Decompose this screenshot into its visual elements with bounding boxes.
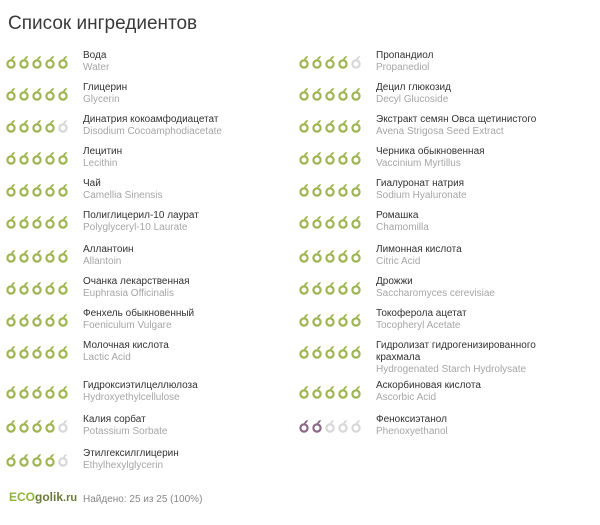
ingredient-name-en: Chamomilla xyxy=(376,222,429,233)
ingredient-rating xyxy=(5,380,80,399)
ingredient-name-en: Phenoxyethanol xyxy=(376,426,448,437)
ingredient-name-en: Citric Acid xyxy=(376,256,421,267)
leaf-rating-icon xyxy=(18,313,30,327)
leaf-rating-icon xyxy=(57,281,69,295)
leaf-rating-icon xyxy=(18,419,30,433)
ingredient-name-en: Foeniculum Vulgare xyxy=(83,320,172,331)
leaf-rating-icon xyxy=(31,119,43,133)
leaf-rating-icon xyxy=(57,183,69,197)
ingredient-row[interactable] xyxy=(5,50,288,74)
leaf-rating-icon xyxy=(31,385,43,399)
ingredient-rating xyxy=(298,340,373,359)
leaf-rating-icon xyxy=(44,151,56,165)
leaf-rating-icon xyxy=(31,151,43,165)
ingredient-name-en: Ascorbic Acid xyxy=(376,392,437,403)
leaf-rating-icon xyxy=(337,345,349,359)
leaf-rating-icon xyxy=(311,87,323,101)
ingredient-name-en: Vaccinium Myrtillus xyxy=(376,158,461,169)
ingredient-name-ru: Гидроксиэтилцеллюлоза xyxy=(83,380,198,391)
ingredient-rating xyxy=(5,146,80,165)
ingredient-rating xyxy=(298,146,373,165)
ingredient-name-en: Ethylhexylglycerin xyxy=(83,460,164,471)
leaf-rating-icon xyxy=(18,385,30,399)
leaf-rating-icon xyxy=(298,151,310,165)
leaf-rating-icon xyxy=(311,55,323,69)
ingredient-name-en: Lecithin xyxy=(83,158,118,169)
ingredient-rating xyxy=(298,414,373,433)
ingredient-row[interactable] xyxy=(298,308,581,332)
ingredient-rating xyxy=(5,448,80,467)
ingredient-row[interactable] xyxy=(298,50,581,74)
leaf-rating-icon xyxy=(44,281,56,295)
leaf-rating-icon xyxy=(18,87,30,101)
leaf-rating-icon xyxy=(337,119,349,133)
logo-domain-text: .ru xyxy=(63,492,78,504)
ingredient-name-en: Hydroxyethylcellulose xyxy=(83,392,180,403)
ingredient-row[interactable] xyxy=(5,308,288,332)
ingredient-rating xyxy=(5,82,80,101)
ingredient-name-ru: Лецитин xyxy=(83,146,123,157)
leaf-rating-icon xyxy=(5,281,17,295)
ingredient-row[interactable] xyxy=(298,340,581,376)
leaf-rating-icon xyxy=(337,151,349,165)
leaf-rating-icon xyxy=(350,249,362,263)
leaf-rating-icon xyxy=(31,281,43,295)
leaf-rating-icon xyxy=(31,419,43,433)
leaf-rating-icon xyxy=(44,55,56,69)
leaf-rating-empty-icon xyxy=(57,453,69,467)
leaf-rating-icon xyxy=(324,183,336,197)
ingredient-rating xyxy=(5,210,80,229)
leaf-rating-icon xyxy=(18,281,30,295)
page-title: Список ингредиентов xyxy=(8,13,198,34)
leaf-rating-icon xyxy=(57,345,69,359)
ingredient-name-en: Polyglyceryl-10 Laurate xyxy=(83,222,188,233)
ingredient-rating xyxy=(5,276,80,295)
ingredient-name-en: Euphrasia Officinalis xyxy=(83,288,174,299)
leaf-rating-icon xyxy=(298,249,310,263)
leaf-rating-icon xyxy=(337,215,349,229)
leaf-rating-icon xyxy=(5,183,17,197)
leaf-rating-icon xyxy=(5,313,17,327)
leaf-rating-icon xyxy=(44,119,56,133)
ingredient-name-en: Avena Strigosa Seed Extract xyxy=(376,126,504,137)
leaf-rating-icon xyxy=(324,119,336,133)
leaf-rating-icon xyxy=(5,385,17,399)
leaf-rating-icon xyxy=(298,119,310,133)
ingredient-name-ru: Ромашка xyxy=(376,210,419,221)
ingredient-rating xyxy=(298,210,373,229)
leaf-rating-icon xyxy=(57,215,69,229)
leaf-rating-empty-icon xyxy=(337,419,349,433)
leaf-rating-icon xyxy=(298,313,310,327)
leaf-rating-icon xyxy=(311,119,323,133)
leaf-rating-empty-icon xyxy=(324,419,336,433)
leaf-rating-icon xyxy=(350,385,362,399)
ingredient-name-ru: Глицерин xyxy=(83,82,128,93)
ingredient-name-en: Hydrogenated Starch Hydrolysate xyxy=(376,364,527,375)
leaf-rating-icon xyxy=(337,313,349,327)
leaf-rating-icon xyxy=(31,55,43,69)
leaf-rating-icon xyxy=(337,385,349,399)
ingredient-row[interactable] xyxy=(298,380,581,404)
ingredient-name-ru: Феноксиэтанол xyxy=(376,414,447,425)
leaf-rating-icon xyxy=(31,345,43,359)
leaf-rating-icon xyxy=(31,313,43,327)
ingredient-name-en: Propanediol xyxy=(376,62,430,73)
ingredient-row[interactable] xyxy=(5,448,288,472)
ingredient-name-ru: Децил глюкозид xyxy=(376,82,451,93)
ingredient-row[interactable] xyxy=(298,276,581,300)
leaf-rating-icon xyxy=(337,183,349,197)
leaf-rating-icon xyxy=(311,183,323,197)
ingredient-row[interactable] xyxy=(5,276,288,300)
leaf-rating-icon xyxy=(350,87,362,101)
leaf-rating-icon xyxy=(350,281,362,295)
ingredient-name-ru: Черника обыкновенная xyxy=(376,146,485,157)
leaf-rating-empty-icon xyxy=(350,55,362,69)
leaf-rating-icon xyxy=(5,345,17,359)
ingredient-rating xyxy=(5,178,80,197)
logo-golik-text: golik xyxy=(35,490,64,504)
ingredient-name-ru: Этилгексилглицерин xyxy=(83,448,179,459)
leaf-rating-icon xyxy=(350,119,362,133)
leaf-rating-icon xyxy=(350,345,362,359)
leaf-rating-icon xyxy=(5,215,17,229)
leaf-rating-icon xyxy=(44,345,56,359)
leaf-rating-icon xyxy=(18,183,30,197)
ingredient-name-en: Potassium Sorbate xyxy=(83,426,168,437)
leaf-rating-icon xyxy=(324,151,336,165)
leaf-rating-icon xyxy=(311,151,323,165)
leaf-rating-icon xyxy=(298,215,310,229)
ingredient-rating xyxy=(5,340,80,359)
leaf-rating-icon xyxy=(31,183,43,197)
ingredient-name-en: Water xyxy=(83,62,110,73)
leaf-rating-icon xyxy=(324,385,336,399)
leaf-rating-icon xyxy=(5,419,17,433)
ingredient-name-en: Saccharomyces cerevisiae xyxy=(376,288,495,299)
leaf-rating-icon xyxy=(311,419,323,433)
leaf-rating-empty-icon xyxy=(350,419,362,433)
ingredient-rating xyxy=(298,50,373,69)
leaf-rating-icon xyxy=(337,87,349,101)
ingredient-rating xyxy=(298,178,373,197)
leaf-rating-icon xyxy=(57,55,69,69)
leaf-rating-icon xyxy=(57,385,69,399)
ingredient-rating xyxy=(5,50,80,69)
ingredient-rating xyxy=(5,414,80,433)
ingredient-name-ru: Молочная кислота xyxy=(83,340,169,351)
ingredient-name-en: Tocopheryl Acetate xyxy=(376,320,461,331)
leaf-rating-icon xyxy=(44,249,56,263)
leaf-rating-icon xyxy=(311,249,323,263)
ingredient-row[interactable] xyxy=(5,414,288,438)
ingredient-name-ru: Дрожжи xyxy=(376,276,413,287)
ingredient-rating xyxy=(5,244,80,263)
leaf-rating-icon xyxy=(324,215,336,229)
ingredient-name-ru: Гидролизат гидрогенизированного крахмала xyxy=(376,340,536,363)
ingredient-row[interactable] xyxy=(5,146,288,170)
ingredient-rating xyxy=(5,308,80,327)
ingredient-name-ru: Экстракт семян Овса щетинистого xyxy=(376,114,537,125)
ingredient-rating xyxy=(298,308,373,327)
ingredient-name-ru: Лимонная кислота xyxy=(376,244,462,255)
ingredient-row[interactable] xyxy=(5,114,288,138)
leaf-rating-icon xyxy=(18,55,30,69)
leaf-rating-icon xyxy=(44,385,56,399)
leaf-rating-icon xyxy=(298,281,310,295)
leaf-rating-icon xyxy=(337,281,349,295)
ingredient-name-en: Lactic Acid xyxy=(83,352,131,363)
leaf-rating-icon xyxy=(337,249,349,263)
leaf-rating-icon xyxy=(57,249,69,263)
ecogolik-logo[interactable] xyxy=(9,490,77,504)
ingredient-name-ru: Вода xyxy=(83,50,107,61)
leaf-rating-icon xyxy=(298,419,310,433)
leaf-rating-icon xyxy=(311,281,323,295)
leaf-rating-icon xyxy=(298,183,310,197)
leaf-rating-icon xyxy=(350,183,362,197)
leaf-rating-icon xyxy=(44,183,56,197)
ingredient-rating xyxy=(5,114,80,133)
leaf-rating-icon xyxy=(44,453,56,467)
ingredient-row[interactable] xyxy=(298,414,581,438)
leaf-rating-icon xyxy=(18,215,30,229)
ingredient-name-ru: Полиглицерил-10 лаурат xyxy=(83,210,199,221)
leaf-rating-icon xyxy=(5,151,17,165)
leaf-rating-icon xyxy=(337,55,349,69)
leaf-rating-icon xyxy=(31,87,43,101)
ingredient-row[interactable] xyxy=(298,114,581,138)
ingredient-name-ru: Фенхель обыкновенный xyxy=(83,308,195,319)
ingredient-row[interactable] xyxy=(298,210,581,234)
leaf-rating-icon xyxy=(311,345,323,359)
leaf-rating-icon xyxy=(18,151,30,165)
ingredient-rating xyxy=(298,276,373,295)
ingredient-name-ru: Аллантоин xyxy=(83,244,134,255)
leaf-rating-icon xyxy=(298,345,310,359)
leaf-rating-icon xyxy=(324,313,336,327)
leaf-rating-icon xyxy=(18,249,30,263)
leaf-rating-icon xyxy=(18,345,30,359)
ingredient-name-ru: Калия сорбат xyxy=(83,414,146,425)
leaf-rating-icon xyxy=(57,87,69,101)
leaf-rating-icon xyxy=(311,385,323,399)
leaf-rating-icon xyxy=(44,215,56,229)
leaf-rating-icon xyxy=(324,55,336,69)
ingredient-name-ru: Токоферола ацетат xyxy=(376,308,467,319)
ingredient-row[interactable] xyxy=(5,82,288,106)
ingredient-name-en: Decyl Glucoside xyxy=(376,94,449,105)
ingredient-rating xyxy=(298,244,373,263)
ingredient-name-ru: Чай xyxy=(83,178,101,189)
ingredient-name-en: Glycerin xyxy=(83,94,120,105)
leaf-rating-icon xyxy=(44,87,56,101)
ingredient-rating xyxy=(298,380,373,399)
ingredient-row[interactable] xyxy=(5,178,288,202)
leaf-rating-icon xyxy=(5,87,17,101)
logo-eco-text: ECO xyxy=(9,490,36,504)
ingredient-rating xyxy=(298,82,373,101)
leaf-rating-icon xyxy=(311,215,323,229)
ingredient-name-en: Camellia Sinensis xyxy=(83,190,163,201)
leaf-rating-icon xyxy=(31,453,43,467)
leaf-rating-icon xyxy=(298,87,310,101)
leaf-rating-icon xyxy=(44,313,56,327)
leaf-rating-icon xyxy=(57,313,69,327)
leaf-rating-icon xyxy=(5,55,17,69)
leaf-rating-icon xyxy=(350,313,362,327)
ingredient-row[interactable] xyxy=(5,210,288,234)
leaf-rating-icon xyxy=(18,453,30,467)
leaf-rating-icon xyxy=(324,87,336,101)
leaf-rating-icon xyxy=(44,419,56,433)
ingredient-row[interactable] xyxy=(5,380,288,404)
leaf-rating-icon xyxy=(350,151,362,165)
leaf-rating-empty-icon xyxy=(57,419,69,433)
ingredient-name-ru: Пропандиол xyxy=(376,50,434,61)
leaf-rating-icon xyxy=(311,313,323,327)
leaf-rating-icon xyxy=(57,151,69,165)
leaf-rating-icon xyxy=(5,453,17,467)
ingredient-row[interactable] xyxy=(298,178,581,202)
leaf-rating-icon xyxy=(324,281,336,295)
leaf-rating-icon xyxy=(324,345,336,359)
ingredient-row[interactable] xyxy=(298,82,581,106)
leaf-rating-icon xyxy=(5,249,17,263)
ingredient-row[interactable] xyxy=(298,146,581,170)
leaf-rating-icon xyxy=(5,119,17,133)
ingredient-rating xyxy=(298,114,373,133)
ingredient-name-ru: Аскорбиновая кислота xyxy=(376,380,481,391)
ingredient-row[interactable] xyxy=(298,244,581,268)
leaf-rating-icon xyxy=(324,249,336,263)
ingredient-name-en: Allantoin xyxy=(83,256,122,267)
ingredient-name-ru: Очанка лекарственная xyxy=(83,276,190,287)
leaf-rating-icon xyxy=(298,385,310,399)
ingredient-row[interactable] xyxy=(5,340,288,364)
leaf-rating-icon xyxy=(31,215,43,229)
ingredient-name-ru: Гиалуронат натрия xyxy=(376,178,465,189)
ingredient-row[interactable] xyxy=(5,244,288,268)
ingredient-name-ru: Динатрия кокоамфодиацетат xyxy=(83,114,219,125)
leaf-rating-icon xyxy=(350,215,362,229)
leaf-rating-icon xyxy=(31,249,43,263)
ingredient-name-en: Disodium Cocoamphodiacetate xyxy=(83,126,222,137)
leaf-rating-empty-icon xyxy=(57,119,69,133)
leaf-rating-icon xyxy=(18,119,30,133)
found-summary: Найдено: 25 из 25 (100%) xyxy=(83,494,203,505)
leaf-rating-icon xyxy=(298,55,310,69)
ingredient-name-en: Sodium Hyaluronate xyxy=(376,190,467,201)
